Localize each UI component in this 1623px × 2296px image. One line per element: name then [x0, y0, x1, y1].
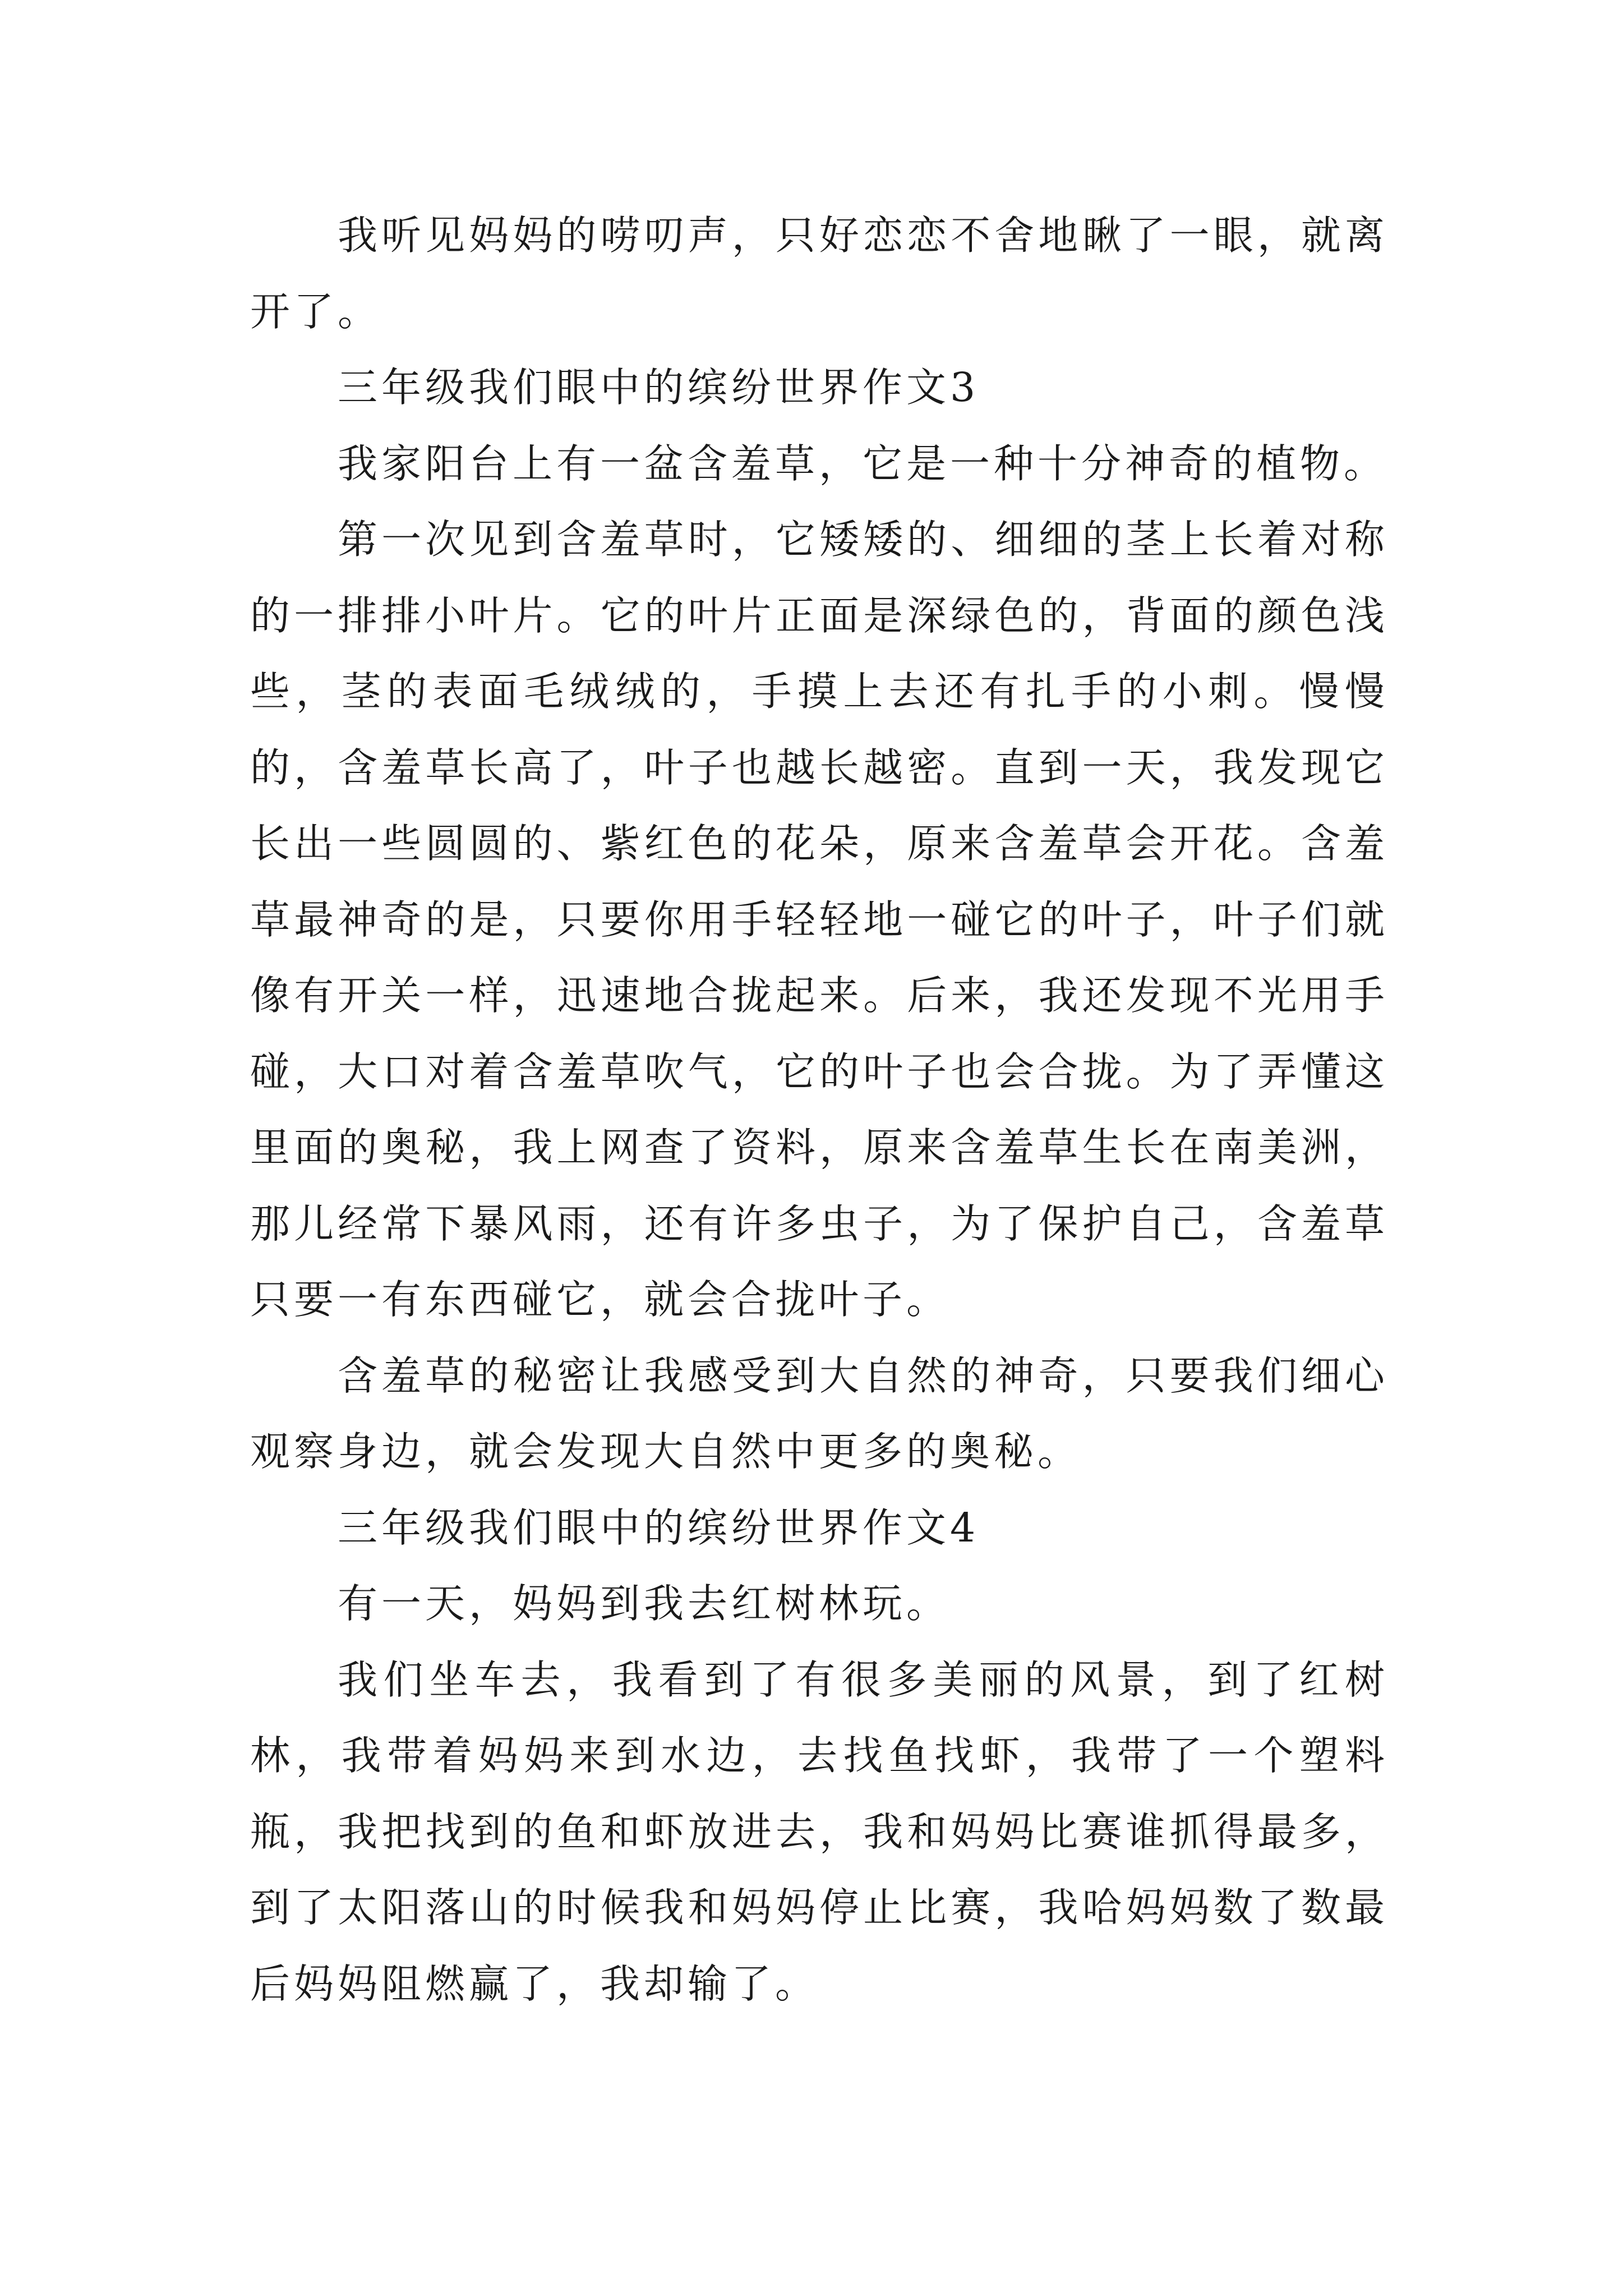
paragraph: 我听见妈妈的唠叨声，只好恋恋不舍地瞅了一眼，就离开了。 — [250, 212, 1389, 335]
section-heading: 三年级我们眼中的缤纷世界作文4 — [338, 1504, 980, 1551]
paragraph: 第一次见到含羞草时，它矮矮的、细细的茎上长着对称的一排排小叶片。它的叶片正面是深绿色的，背面的颜色浅些，茎的表面毛绒绒的，手摸上去还有扎手的小刺。慢慢的，含羞草长高了，叶子也越长越密。直到一天，我发现它长出一些圆圆的、紫红色的花朵，原来含羞草会开花。含羞草最神奇的是，只要你用手轻轻地一碰它的叶子，叶子们就像有开关一样，迅速地合拢起来。后来，我还发现不光用手碰，大口对着含羞草吹气，它的叶子也会合拢。为了弄懂这里面的奥秘，我上网查了资料，原来含羞草生长在南美洲，那儿经常下暴风雨，还有许多虫子，为了保护自己，含羞草只要一有东西碰它，就会合拢叶子。 — [250, 516, 1389, 1323]
document-body — [250, 197, 1389, 2022]
paragraph: 含羞草的秘密让我感受到大自然的神奇，只要我们细心观察身边，就会发现大自然中更多的奥秘。 — [250, 1352, 1389, 1475]
section-heading: 三年级我们眼中的缤纷世界作文3 — [338, 364, 980, 411]
paragraph: 我家阳台上有一盆含羞草，它是一种十分神奇的植物。 — [338, 440, 1388, 487]
paragraph: 有一天，妈妈到我去红树林玩。 — [338, 1580, 951, 1627]
paragraph: 我们坐车去，我看到了有很多美丽的风景，到了红树林，我带着妈妈来到水边，去找鱼找虾，我带了一个塑料瓶，我把找到的鱼和虾放进去，我和妈妈比赛谁抓得最多，到了太阳落山的时候我和妈妈停止比赛，我哈妈妈数了数最后妈妈阻燃赢了，我却输了。 — [250, 1656, 1389, 2007]
